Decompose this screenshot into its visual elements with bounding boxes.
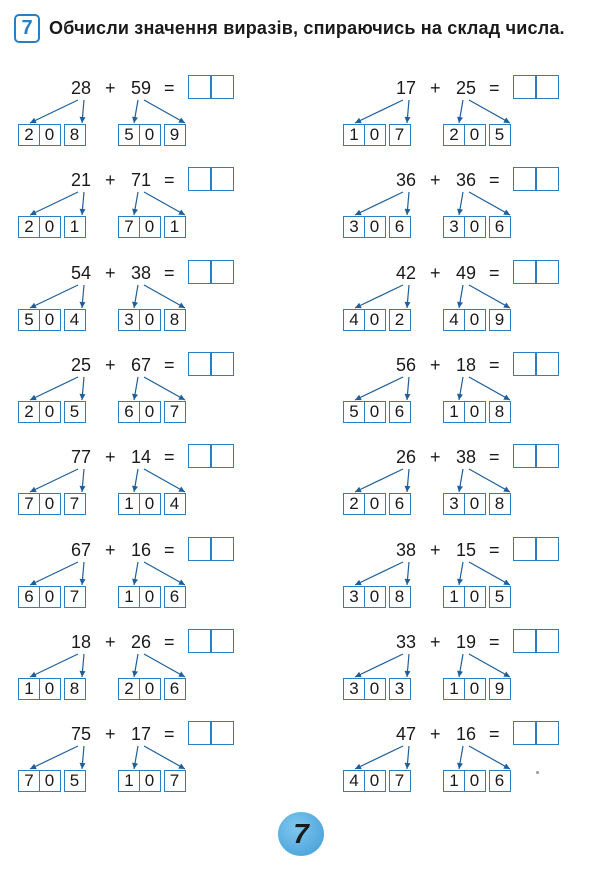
digit-cell: 2 <box>118 678 140 700</box>
digit-cell: 1 <box>443 678 465 700</box>
plus-sign: + <box>105 632 116 652</box>
addend-a: 54 <box>71 263 92 283</box>
digit-cell: 0 <box>364 586 386 608</box>
digit-cell: 0 <box>364 216 386 238</box>
addend-b: 38 <box>456 447 477 467</box>
digit-cell: 3 <box>343 586 365 608</box>
arrow-head <box>457 209 463 215</box>
arrow-line <box>469 100 510 123</box>
addend-a: 18 <box>71 632 92 652</box>
digit-cell: 2 <box>18 401 40 423</box>
digit-cell: 0 <box>364 770 386 792</box>
arrow-line <box>30 469 78 492</box>
plus-sign: + <box>105 78 116 98</box>
digit-cell: 4 <box>164 493 186 515</box>
page-number: 7 <box>293 818 309 849</box>
arrow-line <box>144 654 185 677</box>
equals-sign: = <box>489 355 500 375</box>
equals-sign: = <box>164 447 175 467</box>
addend-a: 75 <box>71 724 92 744</box>
decomposition-cells <box>343 678 411 700</box>
arrow-line <box>355 285 403 308</box>
exercise <box>343 263 600 333</box>
arrow-line <box>30 654 78 677</box>
digit-cell: 8 <box>64 678 86 700</box>
digit-cell: 1 <box>118 770 140 792</box>
digit-cell: 7 <box>118 216 140 238</box>
exercise <box>343 540 600 610</box>
digit-cell: 6 <box>164 678 186 700</box>
decomposition-cells <box>118 493 186 515</box>
digit-cell: 6 <box>489 770 511 792</box>
arrow-head <box>405 579 411 585</box>
addend-b: 14 <box>131 447 152 467</box>
arrow-line <box>144 746 185 769</box>
digit-cell: 0 <box>39 586 61 608</box>
digit-cell: 0 <box>139 493 161 515</box>
arrow-line <box>355 377 403 400</box>
arrow-head <box>405 302 411 308</box>
digit-cell: 1 <box>164 216 186 238</box>
addend-b: 17 <box>131 724 152 744</box>
arrow-line <box>469 654 510 677</box>
addend-a: 67 <box>71 540 92 560</box>
task-instruction: Обчисли значення виразів, спираючись на склад числа. <box>49 18 565 38</box>
digit-cell: 8 <box>489 493 511 515</box>
decomposition-cells <box>343 493 411 515</box>
plus-sign: + <box>105 447 116 467</box>
digit-cell: 5 <box>489 586 511 608</box>
exercise <box>343 355 600 425</box>
decomposition-cells <box>443 586 511 608</box>
equals-sign: = <box>489 540 500 560</box>
digit-cell: 4 <box>443 309 465 331</box>
exercise <box>343 724 600 794</box>
digit-cell: 0 <box>364 309 386 331</box>
digit-cell: 0 <box>464 678 486 700</box>
exercise <box>18 632 278 702</box>
digit-cell: 2 <box>18 124 40 146</box>
arrow-head <box>457 671 463 677</box>
plus-sign: + <box>105 540 116 560</box>
digit-cell: 2 <box>18 216 40 238</box>
decomposition-cells <box>118 586 186 608</box>
equals-sign: = <box>489 632 500 652</box>
arrow-head <box>132 302 138 308</box>
digit-cell: 0 <box>39 216 61 238</box>
addend-b: 19 <box>456 632 477 652</box>
digit-cell: 7 <box>64 586 86 608</box>
arrow-head <box>80 579 86 585</box>
addend-b: 59 <box>131 78 152 98</box>
digit-cell: 6 <box>164 586 186 608</box>
decomposition-cells <box>18 493 86 515</box>
arrow-head <box>457 302 463 308</box>
arrow-head <box>80 302 86 308</box>
arrow-line <box>30 285 78 308</box>
digit-cell: 9 <box>489 309 511 331</box>
exercise <box>18 170 278 240</box>
digit-cell: 0 <box>364 401 386 423</box>
digit-cell: 0 <box>464 493 486 515</box>
arrow-head <box>80 117 86 123</box>
arrow-line <box>469 192 510 215</box>
addend-b: 16 <box>456 724 477 744</box>
arrow-head <box>405 671 411 677</box>
digit-cell: 1 <box>443 401 465 423</box>
decomposition-cells <box>18 770 86 792</box>
decomposition-cells <box>443 770 511 792</box>
digit-cell: 1 <box>118 493 140 515</box>
equals-sign: = <box>489 170 500 190</box>
decomposition-cells <box>443 401 511 423</box>
digit-cell: 8 <box>64 124 86 146</box>
decomposition-cells <box>18 401 86 423</box>
digit-cell: 0 <box>39 309 61 331</box>
plus-sign: + <box>105 724 116 744</box>
addend-b: 25 <box>456 78 477 98</box>
digit-cell: 1 <box>443 770 465 792</box>
equals-sign: = <box>489 78 500 98</box>
digit-cell: 7 <box>389 770 411 792</box>
addend-b: 26 <box>131 632 152 652</box>
arrow-head <box>405 117 411 123</box>
plus-sign: + <box>430 170 441 190</box>
digit-cell: 0 <box>139 124 161 146</box>
digit-cell: 2 <box>443 124 465 146</box>
digit-cell: 5 <box>64 770 86 792</box>
plus-sign: + <box>430 355 441 375</box>
arrow-line <box>144 285 185 308</box>
exercise <box>18 447 278 517</box>
plus-sign: + <box>430 540 441 560</box>
digit-cell: 8 <box>489 401 511 423</box>
equals-sign: = <box>164 355 175 375</box>
arrow-line <box>144 100 185 123</box>
arrow-head <box>80 394 86 400</box>
equals-sign: = <box>164 724 175 744</box>
arrow-line <box>144 562 185 585</box>
arrow-line <box>30 377 78 400</box>
digit-cell: 0 <box>464 586 486 608</box>
plus-sign: + <box>430 263 441 283</box>
digit-cell: 0 <box>139 770 161 792</box>
plus-sign: + <box>430 724 441 744</box>
addend-b: 16 <box>131 540 152 560</box>
digit-cell: 2 <box>389 309 411 331</box>
task-number-badge: 7 <box>14 14 40 43</box>
digit-cell: 0 <box>464 770 486 792</box>
digit-cell: 9 <box>489 678 511 700</box>
digit-cell: 6 <box>118 401 140 423</box>
decomposition-cells <box>18 309 86 331</box>
digit-cell: 1 <box>443 586 465 608</box>
digit-cell: 7 <box>164 770 186 792</box>
page-number-badge <box>278 812 324 856</box>
decomposition-cells <box>443 678 511 700</box>
arrow-head <box>132 763 138 769</box>
decomposition-cells <box>18 678 86 700</box>
equals-sign: = <box>164 78 175 98</box>
arrow-head <box>457 117 463 123</box>
exercise <box>18 78 278 148</box>
arrow-head <box>405 486 411 492</box>
digit-cell: 8 <box>164 309 186 331</box>
arrow-head <box>457 394 463 400</box>
digit-cell: 5 <box>64 401 86 423</box>
arrow-head <box>80 209 86 215</box>
digit-cell: 0 <box>139 586 161 608</box>
digit-cell: 4 <box>343 770 365 792</box>
addend-b: 36 <box>456 170 477 190</box>
speck <box>536 771 539 774</box>
arrow-head <box>132 486 138 492</box>
decomposition-cells <box>343 770 411 792</box>
digit-cell: 7 <box>18 493 40 515</box>
addend-b: 38 <box>131 263 152 283</box>
exercise <box>343 170 600 240</box>
digit-cell: 0 <box>139 216 161 238</box>
addend-a: 56 <box>396 355 417 375</box>
arrow-head <box>405 763 411 769</box>
decomposition-cells <box>18 586 86 608</box>
equals-sign: = <box>164 263 175 283</box>
decomposition-cells <box>118 678 186 700</box>
arrow-line <box>144 192 185 215</box>
decomposition-cells <box>118 770 186 792</box>
arrow-head <box>132 579 138 585</box>
equals-sign: = <box>164 170 175 190</box>
decomposition-cells <box>443 493 511 515</box>
arrow-line <box>469 562 510 585</box>
equals-sign: = <box>489 263 500 283</box>
arrow-line <box>355 746 403 769</box>
digit-cell: 7 <box>164 401 186 423</box>
exercise <box>18 724 278 794</box>
arrow-line <box>355 192 403 215</box>
arrow-head <box>132 671 138 677</box>
digit-cell: 0 <box>139 678 161 700</box>
addend-a: 47 <box>396 724 417 744</box>
digit-cell: 3 <box>118 309 140 331</box>
decomposition-cells <box>443 309 511 331</box>
decomposition-cells <box>118 309 186 331</box>
decomposition-cells <box>118 124 186 146</box>
arrow-head <box>132 209 138 215</box>
arrow-head <box>80 671 86 677</box>
digit-cell: 0 <box>139 401 161 423</box>
digit-cell: 2 <box>343 493 365 515</box>
arrow-line <box>469 377 510 400</box>
digit-cell: 0 <box>39 493 61 515</box>
digit-cell: 6 <box>389 216 411 238</box>
arrow-head <box>80 763 86 769</box>
arrow-line <box>355 469 403 492</box>
exercise <box>343 78 600 148</box>
digit-cell: 5 <box>489 124 511 146</box>
addend-b: 18 <box>456 355 477 375</box>
decomposition-cells <box>343 216 411 238</box>
digit-cell: 0 <box>464 216 486 238</box>
decomposition-cells <box>118 216 186 238</box>
digit-cell: 0 <box>464 124 486 146</box>
digit-cell: 8 <box>389 586 411 608</box>
equals-sign: = <box>489 724 500 744</box>
arrow-head <box>80 486 86 492</box>
arrow-head <box>132 394 138 400</box>
decomposition-cells <box>443 216 511 238</box>
arrow-head <box>457 763 463 769</box>
digit-cell: 0 <box>39 770 61 792</box>
addend-b: 15 <box>456 540 477 560</box>
exercise <box>343 632 600 702</box>
arrow-line <box>30 100 78 123</box>
addend-a: 38 <box>396 540 417 560</box>
digit-cell: 3 <box>343 216 365 238</box>
arrow-line <box>469 746 510 769</box>
digit-cell: 5 <box>18 309 40 331</box>
digit-cell: 0 <box>39 124 61 146</box>
digit-cell: 3 <box>443 216 465 238</box>
digit-cell: 6 <box>389 401 411 423</box>
plus-sign: + <box>430 632 441 652</box>
digit-cell: 0 <box>364 493 386 515</box>
plus-sign: + <box>105 170 116 190</box>
addend-a: 77 <box>71 447 92 467</box>
decomposition-cells <box>118 401 186 423</box>
arrow-line <box>355 654 403 677</box>
digit-cell: 0 <box>39 678 61 700</box>
arrow-head <box>405 209 411 215</box>
digit-cell: 7 <box>18 770 40 792</box>
digit-cell: 0 <box>139 309 161 331</box>
addend-b: 67 <box>131 355 152 375</box>
digit-cell: 1 <box>64 216 86 238</box>
decomposition-cells <box>443 124 511 146</box>
decomposition-cells <box>343 401 411 423</box>
digit-cell: 0 <box>364 678 386 700</box>
digit-cell: 4 <box>64 309 86 331</box>
decomposition-cells <box>343 309 411 331</box>
exercise <box>18 355 278 425</box>
plus-sign: + <box>430 447 441 467</box>
plus-sign: + <box>105 263 116 283</box>
decomposition-cells <box>343 124 411 146</box>
exercise <box>343 447 600 517</box>
digit-cell: 0 <box>39 401 61 423</box>
equals-sign: = <box>489 447 500 467</box>
digit-cell: 6 <box>389 493 411 515</box>
arrow-line <box>30 192 78 215</box>
digit-cell: 9 <box>164 124 186 146</box>
addend-a: 28 <box>71 78 92 98</box>
digit-cell: 4 <box>343 309 365 331</box>
plus-sign: + <box>105 355 116 375</box>
arrow-head <box>405 394 411 400</box>
arrow-line <box>469 285 510 308</box>
addend-a: 21 <box>71 170 92 190</box>
digit-cell: 0 <box>464 309 486 331</box>
digit-cell: 6 <box>18 586 40 608</box>
digit-cell: 7 <box>389 124 411 146</box>
exercise <box>18 263 278 333</box>
addend-a: 33 <box>396 632 417 652</box>
addend-a: 26 <box>396 447 417 467</box>
equals-sign: = <box>164 632 175 652</box>
arrow-line <box>144 377 185 400</box>
digit-cell: 0 <box>464 401 486 423</box>
digit-cell: 3 <box>389 678 411 700</box>
equals-sign: = <box>164 540 175 560</box>
digit-cell: 3 <box>443 493 465 515</box>
digit-cell: 1 <box>343 124 365 146</box>
addend-b: 71 <box>131 170 152 190</box>
digit-cell: 6 <box>489 216 511 238</box>
arrow-line <box>144 469 185 492</box>
digit-cell: 3 <box>343 678 365 700</box>
digit-cell: 7 <box>64 493 86 515</box>
arrow-line <box>30 562 78 585</box>
digit-cell: 5 <box>118 124 140 146</box>
decomposition-cells <box>18 216 86 238</box>
digit-cell: 0 <box>364 124 386 146</box>
digit-cell: 1 <box>118 586 140 608</box>
addend-a: 42 <box>396 263 417 283</box>
task-header <box>14 14 565 43</box>
addend-a: 36 <box>396 170 417 190</box>
arrow-line <box>355 100 403 123</box>
addend-a: 25 <box>71 355 92 375</box>
arrow-line <box>355 562 403 585</box>
arrow-head <box>132 117 138 123</box>
decomposition-cells <box>343 586 411 608</box>
arrow-head <box>457 579 463 585</box>
decomposition-cells <box>18 124 86 146</box>
addend-a: 17 <box>396 78 417 98</box>
arrow-line <box>469 469 510 492</box>
arrow-head <box>457 486 463 492</box>
arrow-line <box>30 746 78 769</box>
addend-b: 49 <box>456 263 477 283</box>
exercise <box>18 540 278 610</box>
digit-cell: 1 <box>18 678 40 700</box>
plus-sign: + <box>430 78 441 98</box>
digit-cell: 5 <box>343 401 365 423</box>
